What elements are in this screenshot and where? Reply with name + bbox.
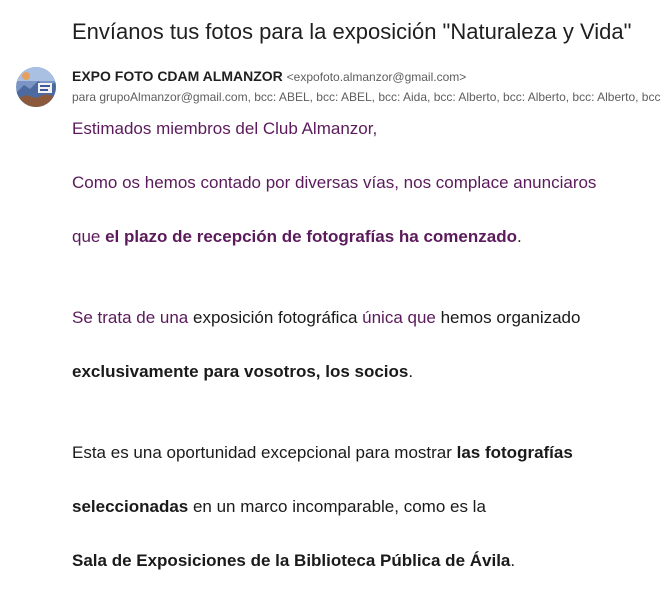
- p3-post: .: [516, 227, 522, 246]
- body-paragraph-5: [72, 362, 413, 382]
- greeting-paragraph: Estimados miembros del Club Almanzor,: [72, 119, 378, 138]
- p3-bold: el plazo de recepción de fotografías ha comenzado: [105, 227, 517, 246]
- p4-a: Se trata de una: [72, 308, 193, 327]
- sender-line: [72, 68, 466, 84]
- sender-name[interactable]: EXPO FOTO CDAM ALMANZOR: [72, 68, 283, 84]
- body-paragraph-2: Como os hemos contado por diversas vías, nos complace anunciaros: [72, 173, 597, 192]
- p5-bold: exclusivamente para vosotros, los socios: [72, 362, 409, 381]
- body-paragraph-6: [72, 443, 573, 463]
- recipients-line[interactable]: para grupoAlmanzor@gmail.com, bcc: ABEL, bcc: ABEL, bcc: Aida, bcc: Alberto, bcc: Alberto, bcc: Alberto, bcc: [72, 90, 661, 104]
- avatar-photo-icon: [16, 67, 56, 107]
- p8-bold: Sala de Exposiciones de la Biblioteca Pública de Ávila: [72, 551, 511, 570]
- body-paragraph-3: [72, 227, 522, 247]
- p7-post: en un marco incomparable, como es la: [188, 497, 486, 516]
- p4-b: exposición fotográfica: [192, 308, 363, 327]
- p6-bold: las fotografías: [456, 443, 573, 462]
- p6-pre: Esta es una oportunidad excepcional para mostrar: [72, 443, 457, 462]
- body-paragraph-7: [72, 497, 486, 517]
- p8-post: .: [510, 551, 516, 570]
- p4-d: hemos organizado: [440, 308, 581, 327]
- p5-post: .: [408, 362, 414, 381]
- p7-bold: seleccionadas: [72, 497, 189, 516]
- body-paragraph-8: [72, 551, 515, 571]
- email-subject: Envíanos tus fotos para la exposición "Naturaleza y Vida": [72, 19, 632, 44]
- p3-pre: que: [72, 227, 106, 246]
- sender-avatar[interactable]: [16, 67, 56, 107]
- p4-c: única que: [362, 308, 441, 327]
- body-paragraph-4: [72, 308, 580, 328]
- sender-email[interactable]: <expofoto.almanzor@gmail.com>: [286, 70, 467, 84]
